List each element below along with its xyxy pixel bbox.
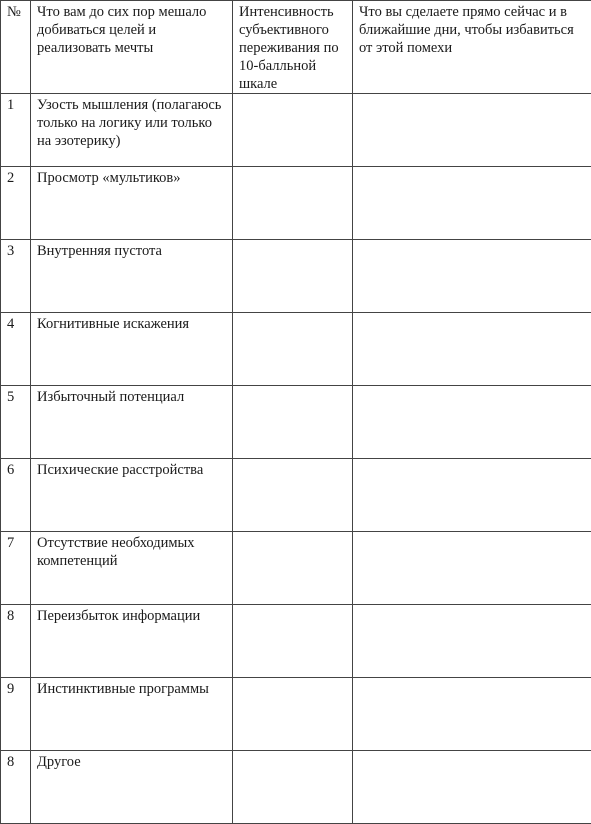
row-number: 4 [1,313,31,386]
row-number: 1 [1,94,31,167]
row-number: 9 [1,678,31,751]
row-number: 6 [1,459,31,532]
row-number: 2 [1,167,31,240]
row-action-cell[interactable] [353,459,591,532]
table-row [1,240,591,313]
row-action-cell[interactable] [353,532,591,605]
row-obstacle: Просмотр «мультиков» [31,167,233,240]
row-obstacle: Отсутствие необходимых компетенций [31,532,233,605]
row-number: 8 [1,605,31,678]
header-intensity: Интенсивность субъективного переживания по 10-балльной шкале [233,1,353,94]
header-number: № [1,1,31,94]
row-action-cell[interactable] [353,605,591,678]
table-row [1,532,591,605]
table-row [1,678,591,751]
row-action-cell[interactable] [353,386,591,459]
row-number: 3 [1,240,31,313]
row-action-cell[interactable] [353,94,591,167]
row-obstacle: Инстинктивные программы [31,678,233,751]
row-intensity-cell[interactable] [233,167,353,240]
row-action-cell[interactable] [353,313,591,386]
row-number: 5 [1,386,31,459]
header-obstacle: Что вам до сих пор мешало добиваться целей и реализовать мечты [31,1,233,94]
table-row [1,94,591,167]
row-obstacle: Избыточный потенциал [31,386,233,459]
row-obstacle: Узость мышления (полагаюсь только на логику или только на эзотерику) [31,94,233,167]
table-row [1,167,591,240]
row-intensity-cell[interactable] [233,532,353,605]
row-intensity-cell[interactable] [233,605,353,678]
row-obstacle: Когнитивные искажения [31,313,233,386]
row-action-cell[interactable] [353,751,591,824]
row-action-cell[interactable] [353,678,591,751]
table-row [1,751,591,824]
row-intensity-cell[interactable] [233,751,353,824]
table-row [1,386,591,459]
row-number: 7 [1,532,31,605]
row-obstacle: Другое [31,751,233,824]
row-obstacle: Переизбыток информации [31,605,233,678]
table-header-row [1,1,591,94]
row-number: 8 [1,751,31,824]
header-action: Что вы сделаете прямо сейчас и в ближайшие дни, чтобы избавиться от этой помехи [353,1,591,94]
table-row [1,459,591,532]
row-obstacle: Психические расстройства [31,459,233,532]
row-intensity-cell[interactable] [233,313,353,386]
row-intensity-cell[interactable] [233,386,353,459]
row-intensity-cell[interactable] [233,240,353,313]
row-intensity-cell[interactable] [233,678,353,751]
row-intensity-cell[interactable] [233,459,353,532]
row-intensity-cell[interactable] [233,94,353,167]
row-action-cell[interactable] [353,167,591,240]
row-action-cell[interactable] [353,240,591,313]
row-obstacle: Внутренняя пустота [31,240,233,313]
table-row [1,605,591,678]
table-row [1,313,591,386]
